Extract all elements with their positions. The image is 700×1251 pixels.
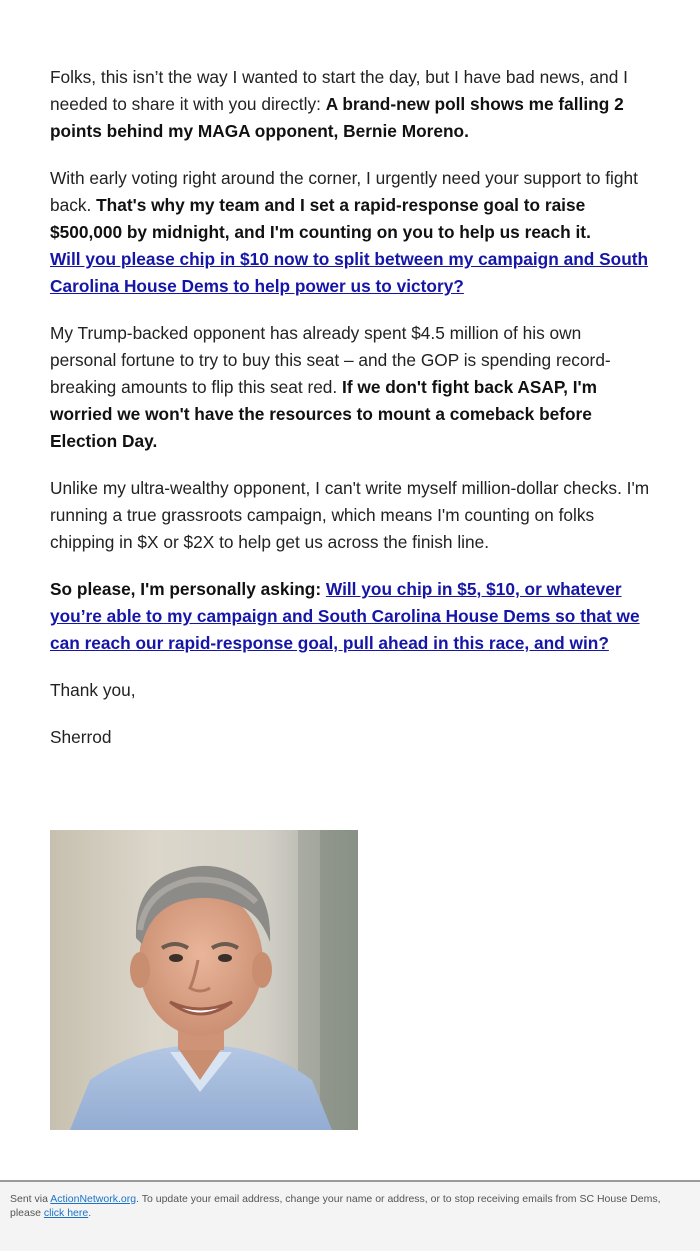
- paragraph-ask: [50, 576, 650, 657]
- portrait-photo: [50, 830, 358, 1130]
- closing-text: Thank you,: [50, 680, 136, 700]
- signature-text: Sherrod: [50, 727, 112, 747]
- footer-sent-via: Sent via: [10, 1193, 51, 1205]
- footer-unsubscribe-text: . To update your email address, change your name or address, or to stop receiving emails from SC House Dems, please: [10, 1193, 661, 1219]
- paragraph-poll-news: [50, 64, 650, 145]
- donate-link-10[interactable]: Will you please chip in $10 now to split between my campaign and South Carolina House Dems to help power us to victory?: [50, 249, 649, 296]
- click-here-link[interactable]: click here: [43, 1207, 89, 1219]
- footer-period: .: [88, 1207, 92, 1219]
- poll-result-text: A brand-new poll shows me falling 2 points behind my MAGA opponent, Bernie Moreno.: [50, 94, 624, 141]
- email-body: [50, 64, 650, 771]
- donate-link-any-amount[interactable]: Will you chip in $5, $10, or whatever you’re able to my campaign and South Carolina House Dems so that we can reach our rapid-response goal, pull ahead in this race, and win?: [50, 579, 640, 653]
- poll-intro-text: Folks, this isn’t the way I wanted to start the day, but I have bad news, and I needed to share it with you directly:: [50, 67, 628, 114]
- early-voting-text: With early voting right around the corner, I urgently need your support to fight back.: [50, 168, 638, 215]
- paragraph-grassroots: [50, 475, 650, 556]
- grassroots-text: Unlike my ultra-wealthy opponent, I can't write myself million-dollar checks. I'm running a true grassroots campaign, which means I'm counting on folks chipping in $X or $2X to help get us across the finish line.: [50, 478, 650, 552]
- email-footer: [0, 1180, 700, 1251]
- actionnetwork-link[interactable]: ActionNetwork.org: [50, 1193, 137, 1205]
- paragraph-fundraising-goal: [50, 165, 650, 300]
- paragraph-opponent: [50, 320, 650, 455]
- goal-text: That's why my team and I set a rapid-response goal to raise $500,000 by midnight, and I'm counting on you to help us reach it.: [50, 195, 591, 242]
- opponent-spending-text: My Trump-backed opponent has already spent $4.5 million of his own personal fortune to try to buy this seat – and the GOP is spending record-breaking amounts to flip this seat red.: [50, 323, 611, 397]
- worry-text: If we don't fight back ASAP, I'm worried we won't have the resources to mount a comeback before Election Day.: [50, 377, 598, 451]
- personal-ask-text: So please, I'm personally asking:: [50, 579, 326, 599]
- footer-text: [10, 1192, 680, 1220]
